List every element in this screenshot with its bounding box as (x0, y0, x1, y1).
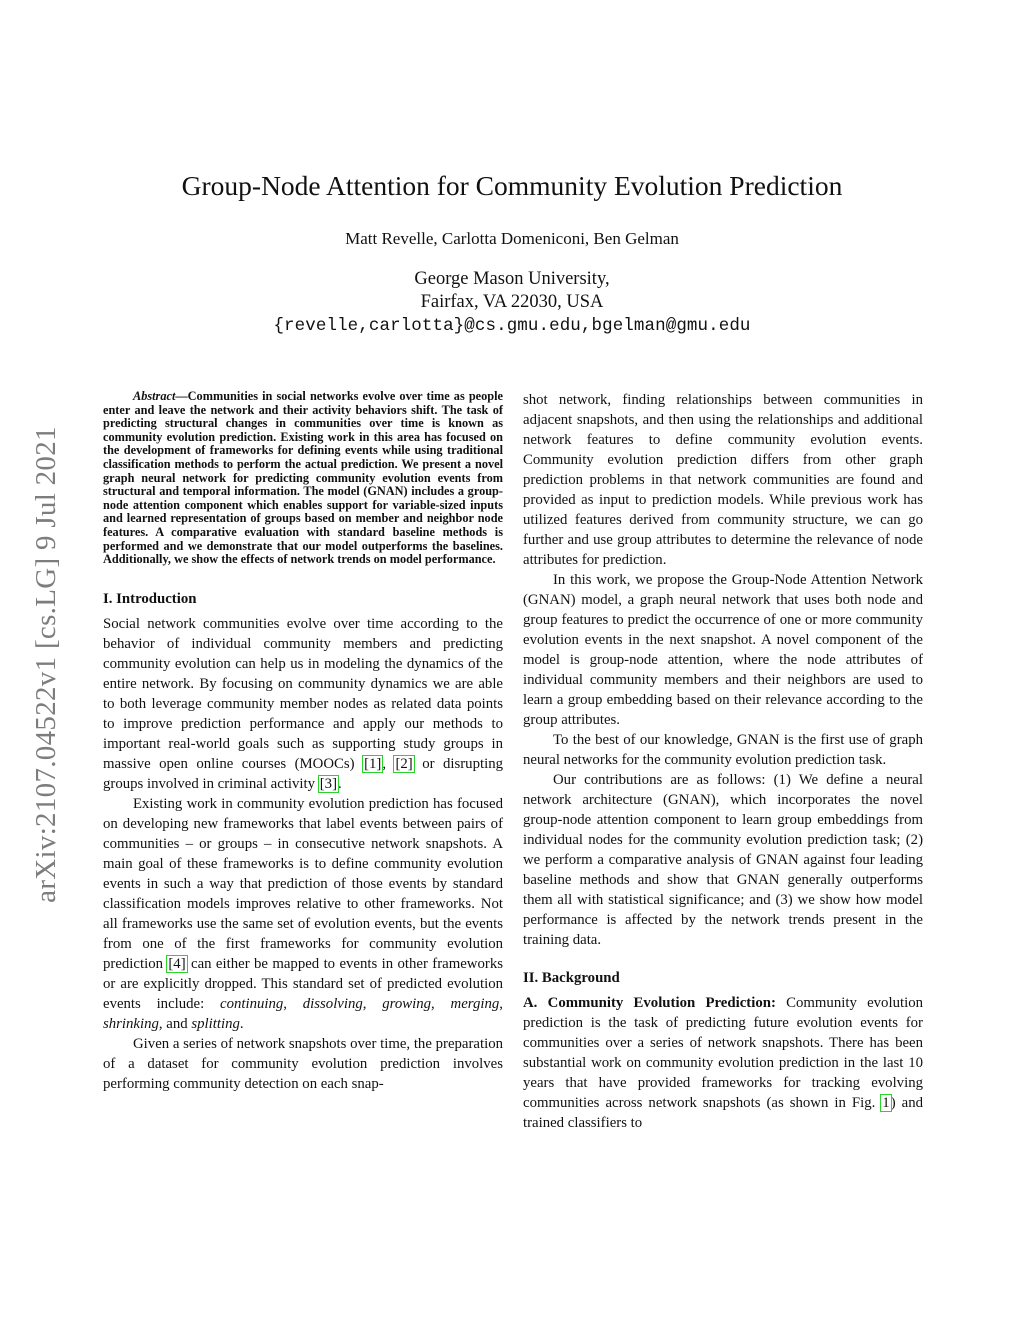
affiliation-institution: George Mason University, (414, 269, 610, 289)
citation-link-3[interactable]: [3] (319, 775, 338, 792)
paper-header (0, 168, 1024, 338)
intro-paragraph-5: To the best of our knowledge, GNAN is the first use of graph neural networks for the community evolution prediction task. (523, 732, 923, 768)
arxiv-identifier: arXiv:2107.04522v1 [cs.LG] 9 Jul 2021 (29, 425, 62, 903)
event-term: continuing (220, 995, 284, 1012)
paragraph-text: . (338, 775, 342, 792)
citation-link-2[interactable]: [2] (395, 755, 413, 772)
abstract-label: Abstract (133, 389, 176, 403)
paragraph-text: Existing work in community evolution prediction has focused on developing new frameworks that label events between pairs of communities – or groups – in consecutive network snapshots. A main goal of these frameworks is to define community evolution events in such a way that prediction of those events by standard classification models improves relative to other frameworks. Not all frameworks use the same set of evolution events, but the events from one of the first frameworks for community evolution prediction (103, 795, 503, 972)
subsection-heading: A. Community Evolution Prediction: (523, 995, 776, 1011)
event-term: growing (382, 995, 432, 1012)
intro-paragraph-2 (103, 794, 503, 1034)
separator-text: , (382, 755, 395, 772)
paragraph-text: or disrupting groups involved in criminal activity (103, 755, 503, 792)
abstract-text: —Communities in social networks evolve over time as people enter and leave the network and their activity behaviors shift. The task of predicting structural changes in communities over time is known as community evolution prediction. Existing work in this area has focused on the development of frameworks for defining events while using traditional classification methods to perform the actual prediction. We present a novel graph neural network for predicting community evolution events from structural and temporal information. The model (GNAN) includes a group-node attention component which enables support for variable-sized inputs and learned representation of groups based on member and neighbor node features. A comparative evaluation with standard baseline methods is performed and we demonstrate that our model outperforms the baselines. Additionally, we show the effects of network trends on model performance. (103, 389, 503, 567)
author-emails: {revelle,carlotta}@cs.gmu.edu,bgelman@gmu.edu (273, 316, 751, 336)
separator-text: , (283, 995, 303, 1012)
background-paragraph-1 (523, 993, 923, 1133)
event-term: dissolving (302, 995, 363, 1012)
intro-paragraph-4: In this work, we propose the Group-Node Attention Network (GNAN) model, a graph neural network that uses both node and group features to predict the occurrence of one or more community evolution events in the next snapshot. A novel component of the model is group-node attention, where the node attributes of individual community members and their neighbors are used to learn a group embedding based on their relevance according to the group attributes. (523, 572, 923, 728)
paragraph-text: can either be mapped to events in other frameworks or are explicitly dropped. This standard set of predicted evolution events include: (103, 955, 503, 1012)
abstract (103, 390, 503, 567)
event-term: merging (450, 995, 500, 1012)
paragraph-text: . (239, 1015, 244, 1032)
paper-title: Group-Node Attention for Community Evolution Prediction (181, 170, 843, 201)
intro-paragraph-1 (103, 614, 503, 794)
separator-text: , (431, 995, 451, 1012)
author-list: Matt Revelle, Carlotta Domeniconi, Ben Gelman (345, 229, 679, 248)
paragraph-text: Social network communities evolve over time according to the behavior of individual community members and predicting community evolution can help us in modeling the dynamics of the entire network. By focusing on community dynamics we are able to both leverage community member nodes as related data points to improve prediction performance and apply our methods to important real-world goals such as supporting study groups in massive open online courses (MOOCs) (103, 615, 503, 772)
separator-text: , (499, 995, 503, 1012)
intro-paragraph-3: Given a series of network snapshots over time, the preparation of a dataset for community evolution prediction involves performing community detection on each snap- (103, 1035, 503, 1092)
section-heading-background: II. Background (523, 970, 620, 986)
left-column (103, 390, 503, 1094)
paragraph-text: ) and trained classifiers to (523, 1095, 923, 1131)
event-term: shrinking (103, 1015, 159, 1032)
affiliation-address: Fairfax, VA 22030, USA (420, 292, 604, 312)
right-column (523, 390, 923, 1133)
arxiv-sidebar (28, 378, 64, 950)
section-heading-introduction: I. Introduction (103, 590, 197, 607)
figure-reference-link[interactable]: 1 (882, 1095, 890, 1111)
separator-text: , (362, 995, 383, 1012)
citation-link-4[interactable]: [4] (168, 955, 186, 972)
intro-paragraph-3-continued: shot network, finding relationships between communities in adjacent snapshots, and then using the relationships and additional network features to define community evolution events. Community evolution prediction differs from other graph prediction problems in that network communities are found and provided as input to prediction models. While previous work has utilized features derived from community structure, we can go further and use group attributes to determine the relevance of node attributes for prediction. (523, 392, 923, 568)
event-term: splitting (191, 1015, 240, 1032)
citation-link-1[interactable]: [1] (364, 755, 382, 772)
intro-paragraph-6: Our contributions are as follows: (1) We define a neural network architecture (GNAN), which incorporates the novel group-node attention component to learn group embeddings from individual nodes for the community evolution prediction task; (2) we perform a comparative analysis of GNAN against four leading baseline methods and show that GNAN generally outperforms them all with statistical significance; and (3) we show how model performance is affected by the network trends present in the training data. (523, 772, 923, 948)
separator-text: , and (158, 1015, 192, 1032)
paragraph-text: Community evolution prediction is the task of predicting future evolution events for communities over a series of network snapshots. There has been substantial work on community evolution prediction in the last 10 years that have provided frameworks for tracking evolving communities across network snapshots (as shown in Fig. (523, 995, 923, 1111)
